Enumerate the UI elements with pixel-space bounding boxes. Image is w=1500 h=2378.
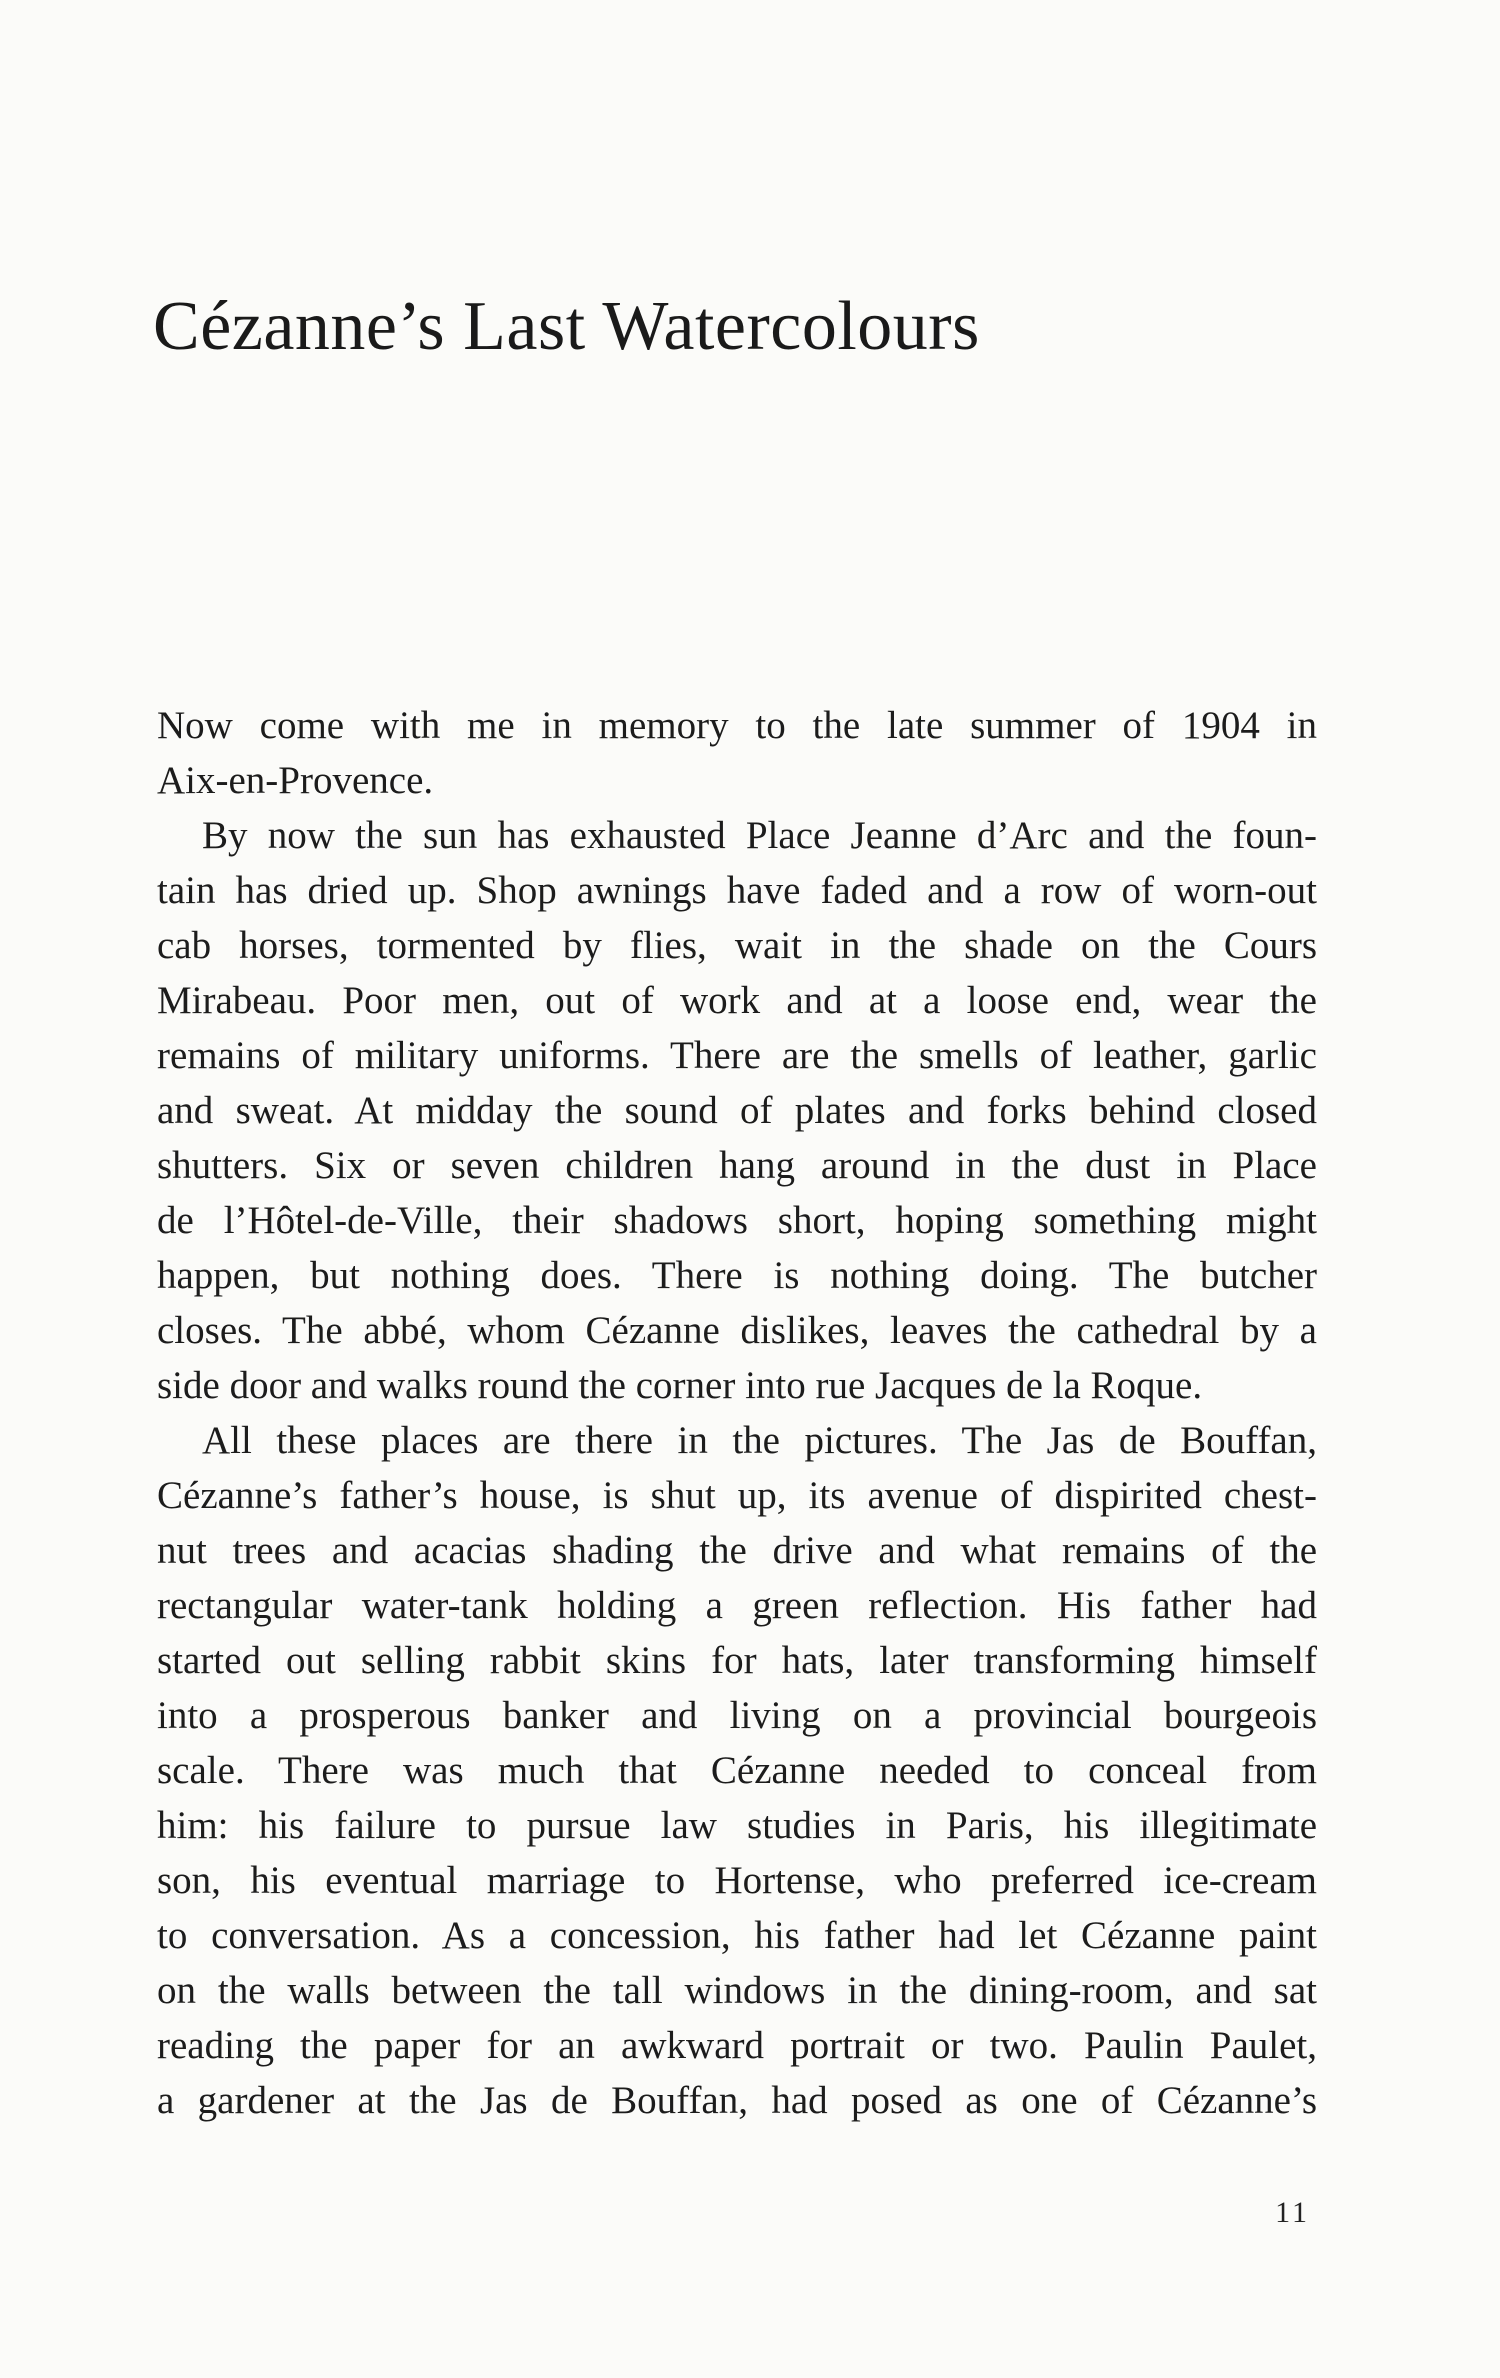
chapter-title: Cézanne’s Last Watercolours bbox=[153, 288, 980, 365]
text-line: nut trees and acacias shading the drive and what remains of the bbox=[157, 1529, 1317, 1572]
text-line: son, his eventual marriage to Hortense, who preferred ice-cream bbox=[157, 1859, 1317, 1902]
page-number: 11 bbox=[1275, 2196, 1310, 2229]
text-line: closes. The abbé, whom Cézanne dislikes, leaves the cathedral by a bbox=[157, 1309, 1317, 1352]
text-line: Now come with me in memory to the late summer of 1904 in bbox=[157, 704, 1317, 747]
text-line: into a prosperous banker and living on a provincial bourgeois bbox=[157, 1694, 1317, 1737]
text-line: shutters. Six or seven children hang around in the dust in Place bbox=[157, 1144, 1317, 1187]
text-line: Mirabeau. Poor men, out of work and at a loose end, wear the bbox=[157, 979, 1317, 1022]
text-line: scale. There was much that Cézanne needed to conceal from bbox=[157, 1749, 1317, 1792]
text-line: By now the sun has exhausted Place Jeanne d’Arc and the foun- bbox=[202, 814, 1317, 857]
text-line: tain has dried up. Shop awnings have faded and a row of worn-out bbox=[157, 869, 1317, 912]
text-line: a gardener at the Jas de Bouffan, had posed as one of Cézanne’s bbox=[157, 2079, 1317, 2122]
text-line: happen, but nothing does. There is nothing doing. The butcher bbox=[157, 1254, 1317, 1297]
text-line: side door and walks round the corner into rue Jacques de la Roque. bbox=[157, 1364, 1203, 1407]
text-line: started out selling rabbit skins for hats, later transforming himself bbox=[157, 1639, 1317, 1682]
text-line: cab horses, tormented by flies, wait in the shade on the Cours bbox=[157, 924, 1317, 967]
body-text bbox=[157, 698, 1317, 2128]
text-line: Aix-en-Provence. bbox=[157, 759, 434, 802]
text-line: remains of military uniforms. There are the smells of leather, garlic bbox=[157, 1034, 1317, 1077]
text-line: him: his failure to pursue law studies in Paris, his illegitimate bbox=[157, 1804, 1317, 1847]
text-line: de l’Hôtel-de-Ville, their shadows short, hoping something might bbox=[157, 1199, 1317, 1242]
text-line: rectangular water-tank holding a green reflection. His father had bbox=[157, 1584, 1317, 1627]
text-line: and sweat. At midday the sound of plates and forks behind closed bbox=[157, 1089, 1317, 1132]
text-line: to conversation. As a concession, his father had let Cézanne paint bbox=[157, 1914, 1317, 1957]
text-line: on the walls between the tall windows in the dining-room, and sat bbox=[157, 1969, 1317, 2012]
text-line: Cézanne’s father’s house, is shut up, its avenue of dispirited chest- bbox=[157, 1474, 1317, 1517]
text-line: All these places are there in the pictures. The Jas de Bouffan, bbox=[202, 1419, 1317, 1462]
text-line: reading the paper for an awkward portrait or two. Paulin Paulet, bbox=[157, 2024, 1317, 2067]
